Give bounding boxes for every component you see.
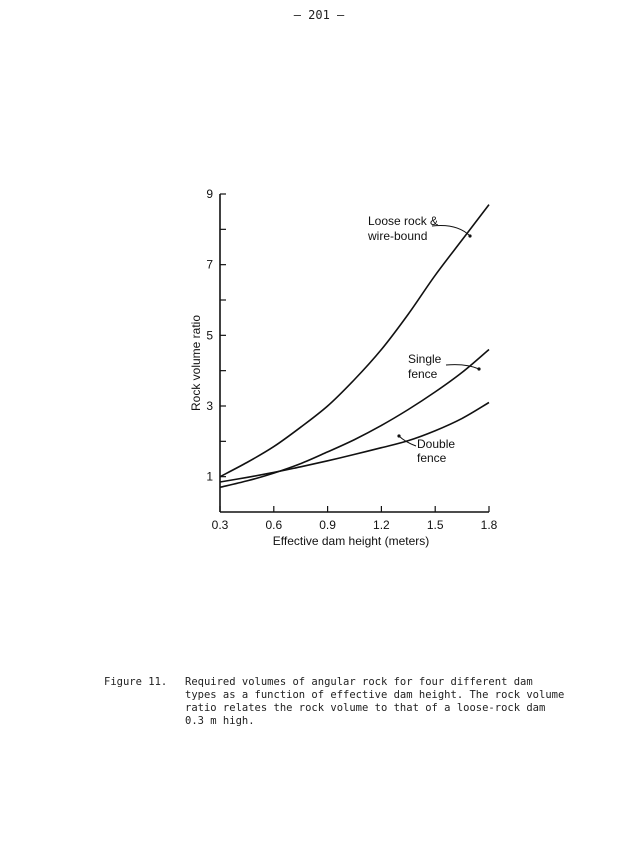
figure-caption-text: Required volumes of angular rock for four different dam types as a function of effective dam height. The rock volume ratio relates the rock volume to that of a loose-rock dam 0.3 m high. — [185, 676, 565, 727]
label-double-fence-line-2: fence — [417, 451, 447, 465]
label-loose-rock-wire-bound-line-1: Loose rock & — [368, 214, 439, 228]
label-single-fence-line-1: Single — [408, 352, 442, 366]
x-tick-label: 1.2 — [373, 518, 390, 532]
page-number: – 201 – — [293, 8, 345, 22]
y-axis-label: Rock volume ratio — [189, 314, 203, 412]
y-tick-label: 9 — [206, 187, 213, 201]
y-tick-label: 3 — [206, 399, 213, 413]
label-loose-rock-wire-bound-arrowhead — [468, 234, 471, 237]
x-tick-label: 1.5 — [426, 518, 444, 532]
x-axis-label: Effective dam height (meters) — [272, 534, 430, 548]
y-tick-label: 5 — [206, 328, 213, 343]
figure-caption-id: Figure 11. — [104, 676, 168, 688]
x-tick-label: 0.9 — [319, 518, 336, 532]
y-tick-label: 1 — [206, 469, 213, 484]
series-loose-rock-wire-bound-line — [220, 205, 489, 477]
x-tick-label: 0.6 — [265, 518, 283, 532]
y-tick-label: 7 — [206, 257, 213, 272]
label-double-fence-line-1: Double — [417, 437, 456, 451]
label-double-fence-arrowhead — [397, 434, 400, 437]
label-single-fence-arrowhead — [477, 367, 480, 370]
x-tick-label: 1.8 — [480, 518, 498, 532]
series-single-fence-line — [220, 350, 489, 488]
label-loose-rock-wire-bound-line-2: wire-bound — [368, 229, 428, 243]
x-tick-label: 0.3 — [211, 518, 229, 532]
label-single-fence-line-2: fence — [408, 367, 438, 381]
label-single-fence-leader — [446, 365, 479, 369]
chart-axes — [220, 194, 489, 512]
chart-series-labels — [367, 214, 481, 465]
